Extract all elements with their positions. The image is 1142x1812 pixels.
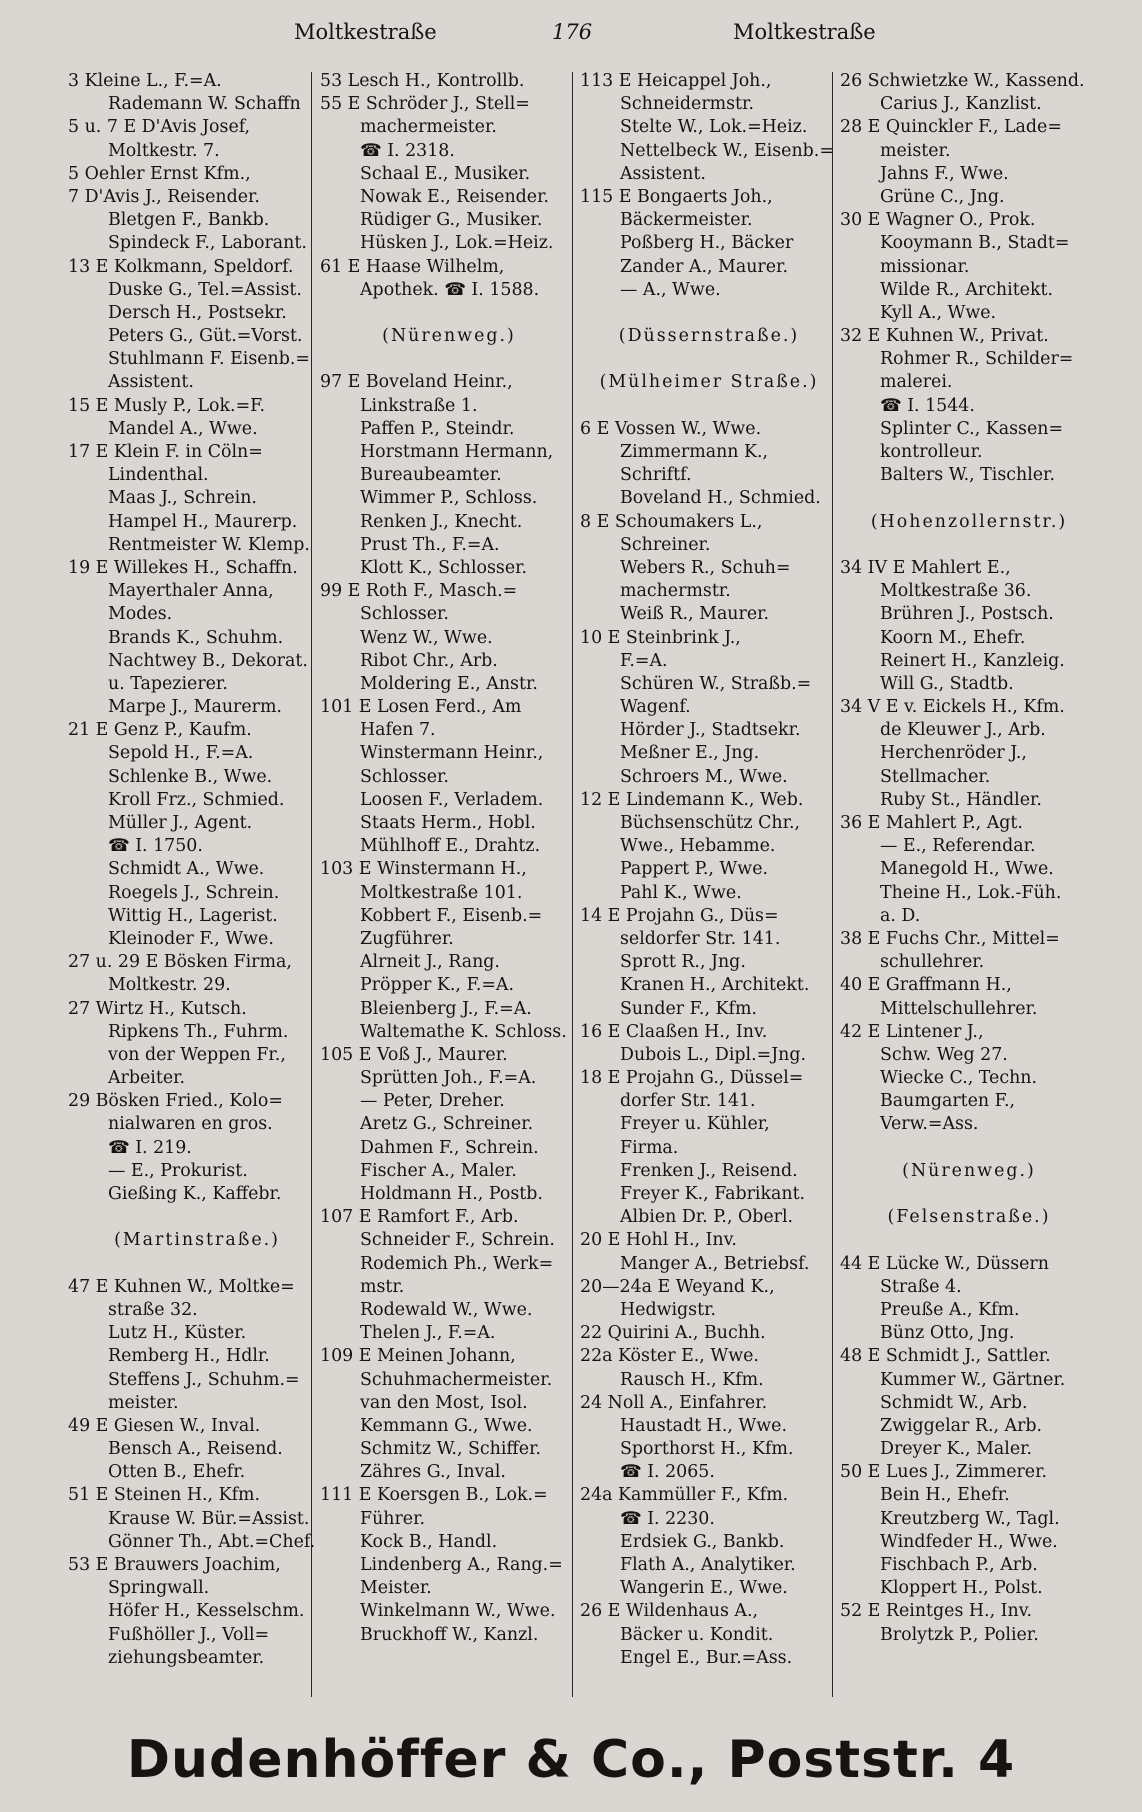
directory-entry: Rademann W. Schaffn bbox=[108, 94, 301, 115]
directory-entry: Schuhmachermeister. bbox=[360, 1369, 553, 1390]
directory-entry: Maas J., Schrein. bbox=[108, 488, 257, 509]
directory-entry: 55 E Schröder J., Stell= bbox=[320, 94, 530, 115]
directory-entry: Schroers M., Wwe. bbox=[620, 766, 788, 787]
directory-entry: Kummer W., Gärtner. bbox=[880, 1369, 1066, 1390]
directory-entry: missionar. bbox=[880, 256, 970, 277]
directory-entry: Schreiner. bbox=[620, 534, 711, 555]
directory-entry: Moltkestraße 36. bbox=[880, 581, 1032, 602]
directory-entry: Jahns F., Wwe. bbox=[880, 163, 1009, 184]
directory-entry: Schüren W., Straßb.= bbox=[620, 673, 812, 694]
directory-entry: 49 E Giesen W., Inval. bbox=[68, 1415, 261, 1436]
directory-entry: Rentmeister W. Klemp. bbox=[108, 534, 310, 555]
directory-entry: Arbeiter. bbox=[108, 1068, 186, 1089]
directory-entry: Sprott R., Jng. bbox=[620, 952, 746, 973]
directory-entry: 101 E Losen Ferd., Am bbox=[320, 697, 522, 718]
directory-entry: 99 E Roth F., Masch.= bbox=[320, 581, 518, 602]
directory-entry: 10 E Steinbrink J., bbox=[580, 627, 741, 648]
directory-entry: Schmidt A., Wwe. bbox=[108, 859, 265, 880]
directory-entry: Bruckhoff W., Kanzl. bbox=[360, 1624, 539, 1645]
directory-entry: Herchenröder J., bbox=[880, 743, 1027, 764]
directory-entry: Holdmann H., Postb. bbox=[360, 1184, 543, 1204]
directory-entry: straße 32. bbox=[108, 1299, 198, 1320]
directory-entry: Aretz G., Schreiner. bbox=[360, 1114, 534, 1135]
directory-entry: Baumgarten F., bbox=[880, 1091, 1016, 1112]
directory-entry: 16 E Claaßen H., Inv. bbox=[580, 1021, 768, 1042]
directory-entry: 48 E Schmidt J., Sattler. bbox=[840, 1346, 1051, 1367]
directory-entry: Wagenf. bbox=[620, 697, 691, 718]
directory-entry: Pröpper K., F.=A. bbox=[360, 975, 515, 996]
directory-entry: 61 E Haase Wilhelm, bbox=[320, 256, 505, 277]
directory-entry: Stelte W., Lok.=Heiz. bbox=[620, 117, 808, 138]
directory-entry: Albien Dr. P., Oberl. bbox=[620, 1207, 794, 1228]
directory-entry: Meßner E., Jng. bbox=[620, 743, 760, 764]
directory-entry: Reinert H., Kanzleig. bbox=[880, 650, 1065, 671]
directory-entry: Kreutzberg W., Tagl. bbox=[880, 1508, 1060, 1529]
directory-entry: Renken J., Knecht. bbox=[360, 511, 523, 532]
running-header-left: Moltkestraße bbox=[294, 20, 437, 44]
directory-entry: Firma. bbox=[620, 1137, 679, 1158]
directory-entry: 42 E Lintener J., bbox=[840, 1021, 984, 1042]
directory-entry: Schaal E., Musiker. bbox=[360, 163, 531, 184]
directory-entry: Steffens J., Schuhm.= bbox=[108, 1369, 300, 1390]
directory-entry: 26 E Wildenhaus A., bbox=[580, 1601, 759, 1622]
advertisement-banner: Dudenhöffer & Co., Poststr. 4 bbox=[126, 1730, 1016, 1790]
directory-entry: 15 E Musly P., Lok.=F. bbox=[68, 395, 266, 416]
directory-entry: Pahl K., Wwe. bbox=[620, 882, 742, 903]
directory-entry: Bletgen F., Bankb. bbox=[108, 210, 270, 231]
directory-entry: Müller J., Agent. bbox=[108, 813, 253, 833]
directory-entry: 20 E Hohl H., Inv. bbox=[580, 1230, 737, 1251]
directory-entry: — E., Referendar. bbox=[880, 836, 1036, 857]
directory-entry: 47 E Kuhnen W., Moltke= bbox=[68, 1276, 295, 1297]
directory-entry: — E., Prokurist. bbox=[108, 1160, 248, 1181]
directory-entry: Bäckermeister. bbox=[620, 210, 753, 231]
directory-entry: Prust Th., F.=A. bbox=[360, 534, 500, 555]
directory-entry: Spindeck F., Laborant. bbox=[108, 233, 307, 254]
directory-entry: Preuße A., Kfm. bbox=[880, 1299, 1020, 1320]
directory-entry: seldorfer Str. 141. bbox=[620, 928, 781, 949]
directory-entry: Rohmer R., Schilder= bbox=[880, 349, 1074, 370]
directory-entry: 115 E Bongaerts Joh., bbox=[580, 186, 773, 207]
directory-entry: Frenken J., Reisend. bbox=[620, 1160, 798, 1181]
directory-entry: 5 u. 7 E D'Avis Josef, bbox=[68, 117, 251, 138]
directory-entry: Koorn M., Ehefr. bbox=[880, 627, 1026, 648]
directory-entry: Theine H., Lok.-Füh. bbox=[880, 882, 1062, 903]
directory-entry: ☎ I. 1750. bbox=[108, 836, 203, 857]
directory-entry: Schneider F., Schrein. bbox=[360, 1230, 555, 1251]
directory-entry: Ribot Chr., Arb. bbox=[360, 650, 498, 671]
directory-entry: 19 E Willekes H., Schaffn. bbox=[68, 557, 298, 578]
directory-entry: 22a Köster E., Wwe. bbox=[580, 1346, 759, 1367]
directory-entry: Sporthorst H., Kfm. bbox=[620, 1439, 794, 1460]
directory-entry: Assistent. bbox=[108, 372, 194, 393]
directory-entry: Fußhöller J., Voll= bbox=[108, 1624, 270, 1645]
spacer bbox=[840, 534, 1098, 557]
directory-entry: Dahmen F., Schrein. bbox=[360, 1137, 539, 1158]
directory-entry: de Kleuwer J., Arb. bbox=[880, 720, 1046, 741]
directory-entry: Rüdiger G., Musiker. bbox=[360, 210, 543, 231]
directory-entry: Straße 4. bbox=[880, 1276, 962, 1297]
directory-entry: Balters W., Tischler. bbox=[880, 465, 1055, 486]
directory-entry: ziehungsbeamter. bbox=[108, 1647, 265, 1668]
directory-entry: Schlosser. bbox=[360, 766, 449, 787]
directory-entry: Rodewald W., Wwe. bbox=[360, 1299, 533, 1320]
directory-entry: Fischbach P., Arb. bbox=[880, 1555, 1038, 1575]
directory-entry: Dreyer K., Maler. bbox=[880, 1439, 1033, 1460]
directory-entry: 40 E Graffmann H., bbox=[840, 975, 1012, 996]
directory-entry: Fischer A., Maler. bbox=[360, 1160, 517, 1181]
directory-entry: Mittelschullehrer. bbox=[880, 998, 1038, 1019]
directory-entry: 20—24a E Weyand K., bbox=[580, 1276, 775, 1297]
directory-entry: 52 E Reintges H., Inv. bbox=[840, 1601, 1033, 1622]
directory-entry: 109 E Meinen Johann, bbox=[320, 1346, 516, 1367]
directory-entry: Zwiggelar R., Arb. bbox=[880, 1415, 1043, 1436]
street-heading: (Martinstraße.) bbox=[114, 1230, 280, 1251]
directory-entry: Dersch H., Postsekr. bbox=[108, 302, 287, 323]
column-1 bbox=[68, 70, 326, 1670]
directory-entry: schullehrer. bbox=[880, 952, 985, 973]
directory-entry: 8 E Schoumakers L., bbox=[580, 511, 763, 532]
directory-entry: Freyer K., Fabrikant. bbox=[620, 1184, 806, 1204]
directory-entry: Pappert P., Wwe. bbox=[620, 859, 769, 880]
spacer bbox=[840, 1137, 1098, 1160]
directory-entry: Bünz Otto, Jng. bbox=[880, 1323, 1015, 1344]
spacer bbox=[580, 302, 838, 325]
directory-entry: 27 Wirtz H., Kutsch. bbox=[68, 998, 247, 1019]
directory-entry: Modes. bbox=[108, 604, 173, 625]
directory-entry: 14 E Projahn G., Düs= bbox=[580, 905, 779, 926]
directory-entry: Webers R., Schuh= bbox=[620, 557, 791, 578]
directory-entry: Bleienberg J., F.=A. bbox=[360, 998, 532, 1019]
directory-entry: 24a Kammüller F., Kfm. bbox=[580, 1485, 789, 1506]
directory-entry: 32 E Kuhnen W., Privat. bbox=[840, 326, 1049, 347]
directory-entry: 53 Lesch H., Kontrollb. bbox=[320, 71, 525, 91]
directory-entry: Grüne C., Jng. bbox=[880, 186, 1005, 207]
directory-entry: Freyer u. Kühler, bbox=[620, 1114, 770, 1135]
directory-entry: Waltemathe K. Schloss. bbox=[360, 1021, 567, 1042]
directory-entry: 3 Kleine L., F.=A. bbox=[68, 71, 222, 91]
directory-entry: Zander A., Maurer. bbox=[620, 256, 788, 277]
directory-entry: Wangerin E., Wwe. bbox=[620, 1578, 788, 1599]
directory-entry: Engel E., Bur.=Ass. bbox=[620, 1647, 793, 1668]
directory-entry: Peters G., Güt.=Vorst. bbox=[108, 326, 303, 347]
directory-entry: Wwe., Hebamme. bbox=[620, 836, 776, 857]
directory-entry: Kock B., Handl. bbox=[360, 1531, 498, 1552]
directory-entry: Alrneit J., Rang. bbox=[360, 952, 500, 973]
directory-entry: Schlenke B., Wwe. bbox=[108, 766, 273, 787]
directory-entry: Remberg H., Hdlr. bbox=[108, 1346, 270, 1367]
directory-entry: van den Most, Isol. bbox=[360, 1392, 528, 1413]
directory-entry: 50 E Lues J., Zimmerer. bbox=[840, 1462, 1048, 1483]
directory-entry: 105 E Voß J., Maurer. bbox=[320, 1044, 508, 1065]
directory-entry: Schw. Weg 27. bbox=[880, 1044, 1008, 1065]
directory-entry: ☎ I. 219. bbox=[108, 1137, 192, 1158]
directory-entry: 97 E Boveland Heinr., bbox=[320, 372, 513, 393]
directory-entry: a. D. bbox=[880, 905, 921, 926]
spacer bbox=[840, 487, 1098, 510]
street-heading: (Mülheimer Straße.) bbox=[599, 372, 819, 393]
directory-entry: Linkstraße 1. bbox=[360, 395, 478, 416]
directory-entry: Hüsken J., Lok.=Heiz. bbox=[360, 233, 554, 254]
directory-entry: Zugführer. bbox=[360, 928, 454, 949]
directory-entry: Schlosser. bbox=[360, 604, 449, 625]
directory-entry: Zimmermann K., bbox=[620, 442, 769, 462]
directory-entry: 5 Oehler Ernst Kfm., bbox=[68, 163, 251, 184]
directory-entry: u. Tapezierer. bbox=[108, 673, 228, 694]
directory-entry: kontrolleur. bbox=[880, 442, 983, 462]
directory-entry: Stuhlmann F. Eisenb.= bbox=[108, 349, 310, 370]
directory-entry: Klott K., Schlosser. bbox=[360, 557, 528, 578]
directory-entry: Schneidermstr. bbox=[620, 94, 754, 115]
directory-entry: Poßberg H., Bäcker bbox=[620, 233, 794, 254]
directory-entry: Thelen J., F.=A. bbox=[360, 1323, 496, 1344]
directory-entry: Manger A., Betriebsf. bbox=[620, 1253, 810, 1274]
directory-entry: 29 Bösken Fried., Kolo= bbox=[68, 1091, 283, 1112]
directory-entry: Höfer H., Kesselschm. bbox=[108, 1601, 305, 1622]
directory-entry: Bureaubeamter. bbox=[360, 465, 502, 486]
directory-entry: 12 E Lindemann K., Web. bbox=[580, 789, 804, 810]
directory-entry: malerei. bbox=[880, 372, 953, 393]
directory-entry: Otten B., Ehefr. bbox=[108, 1462, 246, 1483]
directory-entry: nialwaren en gros. bbox=[108, 1114, 273, 1135]
directory-entry: Wilde R., Architekt. bbox=[880, 279, 1054, 300]
column-2 bbox=[320, 70, 578, 1647]
page-number: 176 bbox=[552, 20, 593, 44]
running-header-right: Moltkestraße bbox=[733, 20, 876, 44]
directory-entry: F.=A. bbox=[620, 650, 668, 671]
directory-entry: Paffen P., Steindr. bbox=[360, 418, 515, 439]
directory-entry: Mühlhoff E., Drahtz. bbox=[360, 836, 541, 857]
directory-entry: Stellmacher. bbox=[880, 766, 991, 787]
directory-entry: Springwall. bbox=[108, 1578, 210, 1599]
directory-entry: mstr. bbox=[360, 1276, 405, 1297]
directory-entry: Wimmer P., Schloss. bbox=[360, 488, 538, 509]
directory-entry: machermeister. bbox=[360, 117, 497, 138]
directory-entry: 18 E Projahn G., Düssel= bbox=[580, 1068, 804, 1089]
directory-entry: Gießing K., Kaffebr. bbox=[108, 1184, 282, 1204]
directory-entry: 111 E Koersgen B., Lok.= bbox=[320, 1485, 548, 1506]
directory-entry: Brühren J., Postsch. bbox=[880, 604, 1054, 625]
spacer bbox=[68, 1253, 326, 1276]
directory-entry: Schriftf. bbox=[620, 465, 692, 486]
directory-entry: Windfeder H., Wwe. bbox=[880, 1531, 1058, 1552]
directory-entry: Ripkens Th., Fuhrm. bbox=[108, 1021, 289, 1042]
directory-entry: Hafen 7. bbox=[360, 720, 436, 741]
street-heading: (Nürenweg.) bbox=[902, 1160, 1036, 1181]
directory-entry: Führer. bbox=[360, 1508, 426, 1529]
spacer bbox=[68, 1206, 326, 1229]
directory-entry: 26 Schwietzke W., Kassend. bbox=[840, 71, 1085, 91]
directory-entry: Apothek. ☎ I. 1588. bbox=[360, 279, 540, 300]
directory-entry: Kooymann B., Stadt= bbox=[880, 233, 1070, 254]
street-heading: (Nürenweg.) bbox=[382, 326, 516, 347]
directory-entry: Zähres G., Inval. bbox=[360, 1462, 506, 1483]
directory-entry: Dubois L., Dipl.=Jng. bbox=[620, 1044, 807, 1065]
directory-entry: 53 E Brauwers Joachim, bbox=[68, 1555, 281, 1575]
spacer bbox=[580, 395, 838, 418]
directory-entry: Rausch H., Kfm. bbox=[620, 1369, 764, 1390]
directory-entry: Roegels J., Schrein. bbox=[108, 882, 280, 903]
directory-entry: ☎ I. 2318. bbox=[360, 140, 455, 161]
directory-entry: Brolytzk P., Polier. bbox=[880, 1624, 1039, 1645]
directory-entry: 22 Quirini A., Buchh. bbox=[580, 1323, 766, 1344]
directory-entry: Moldering E., Anstr. bbox=[360, 673, 538, 694]
directory-entry: 28 E Quinckler F., Lade= bbox=[840, 117, 1062, 138]
directory-entry: Nettelbeck W., Eisenb.= bbox=[620, 140, 834, 161]
directory-entry: Krause W. Bür.=Assist. bbox=[108, 1508, 310, 1529]
directory-entry: machermstr. bbox=[620, 581, 731, 602]
directory-entry: dorfer Str. 141. bbox=[620, 1091, 756, 1112]
directory-entry: Erdsiek G., Bankb. bbox=[620, 1531, 785, 1552]
directory-entry: Assistent. bbox=[620, 163, 706, 184]
directory-entry: — A., Wwe. bbox=[620, 279, 721, 300]
directory-entry: 17 E Klein F. in Cöln= bbox=[68, 442, 263, 462]
directory-entry: 103 E Winstermann H., bbox=[320, 859, 527, 880]
directory-entry: Kroll Frz., Schmied. bbox=[108, 789, 285, 810]
directory-entry: 34 IV E Mahlert E., bbox=[840, 557, 1011, 578]
directory-entry: Nachtwey B., Dekorat. bbox=[108, 650, 308, 671]
directory-entry: Moltkestr. 29. bbox=[108, 975, 231, 996]
directory-entry: Kranen H., Architekt. bbox=[620, 975, 810, 996]
directory-entry: Büchsenschütz Chr., bbox=[620, 813, 801, 833]
directory-entry: Lutz H., Küster. bbox=[108, 1323, 247, 1344]
directory-entry: ☎ I. 2065. bbox=[620, 1462, 715, 1483]
spacer bbox=[320, 348, 578, 371]
directory-entry: Wiecke C., Techn. bbox=[880, 1068, 1037, 1089]
directory-entry: 44 E Lücke W., Düssern bbox=[840, 1253, 1049, 1274]
directory-entry: Moltkestraße 101. bbox=[360, 882, 523, 903]
street-heading: (Felsenstraße.) bbox=[887, 1207, 1051, 1228]
directory-entry: Wenz W., Wwe. bbox=[360, 627, 493, 648]
street-heading: (Düssernstraße.) bbox=[618, 326, 800, 347]
directory-entry: Weiß R., Maurer. bbox=[620, 604, 770, 625]
directory-entry: 21 E Genz P., Kaufm. bbox=[68, 720, 252, 741]
directory-entry: Bein H., Ehefr. bbox=[880, 1485, 1010, 1506]
directory-entry: Hörder J., Stadtsekr. bbox=[620, 720, 801, 741]
directory-entry: Kobbert F., Eisenb.= bbox=[360, 905, 543, 926]
directory-entry: Gönner Th., Abt.=Chef. bbox=[108, 1531, 316, 1552]
directory-entry: 34 V E v. Eickels H., Kfm. bbox=[840, 697, 1065, 718]
directory-entry: Ruby St., Händler. bbox=[880, 789, 1042, 810]
directory-entry: Nowak E., Reisender. bbox=[360, 186, 550, 207]
directory-entry: Kloppert H., Polst. bbox=[880, 1578, 1043, 1599]
directory-entry: 7 D'Avis J., Reisender. bbox=[68, 186, 260, 207]
directory-entry: Carius J., Kanzlist. bbox=[880, 94, 1042, 115]
directory-entry: Schmitz W., Schiffer. bbox=[360, 1439, 541, 1460]
directory-entry: — Peter, Dreher. bbox=[360, 1091, 505, 1112]
column-4 bbox=[840, 70, 1098, 1647]
directory-entry: Brands K., Schuhm. bbox=[108, 627, 284, 648]
directory-entry: Bensch A., Reisend. bbox=[108, 1439, 283, 1460]
directory-entry: Loosen F., Verladem. bbox=[360, 789, 544, 810]
directory-entry: Sepold H., F.=A. bbox=[108, 743, 254, 764]
directory-entry: Winstermann Heinr., bbox=[360, 743, 544, 764]
directory-entry: Manegold H., Wwe. bbox=[880, 859, 1054, 880]
directory-entry: Meister. bbox=[360, 1578, 432, 1599]
directory-entry: Mayerthaler Anna, bbox=[108, 581, 274, 602]
directory-entry: Marpe J., Maurerm. bbox=[108, 697, 282, 718]
directory-entry: Bäcker u. Kondit. bbox=[620, 1624, 774, 1645]
directory-entry: Splinter C., Kassen= bbox=[880, 418, 1064, 439]
directory-entry: Lindenthal. bbox=[108, 465, 209, 486]
directory-entry: 113 E Heicappel Joh., bbox=[580, 71, 772, 91]
directory-entry: Flath A., Analytiker. bbox=[620, 1555, 796, 1575]
directory-entry: Winkelmann W., Wwe. bbox=[360, 1601, 556, 1622]
directory-entry: 6 E Vossen W., Wwe. bbox=[580, 418, 762, 439]
directory-entry: 27 u. 29 E Bösken Firma, bbox=[68, 952, 292, 973]
directory-entry: Lindenberg A., Rang.= bbox=[360, 1555, 563, 1575]
directory-entry: Wittig H., Lagerist. bbox=[108, 905, 278, 926]
directory-entry: Kleinoder F., Wwe. bbox=[108, 928, 274, 949]
directory-entry: Staats Herm., Hobl. bbox=[360, 813, 536, 833]
directory-entry: 24 Noll A., Einfahrer. bbox=[580, 1392, 768, 1413]
spacer bbox=[320, 302, 578, 325]
directory-entry: Hampel H., Maurerp. bbox=[108, 511, 298, 532]
directory-entry: Verw.=Ass. bbox=[880, 1114, 979, 1135]
directory-entry: 30 E Wagner O., Prok. bbox=[840, 210, 1036, 231]
spacer bbox=[840, 1229, 1098, 1252]
directory-entry: 51 E Steinen H., Kfm. bbox=[68, 1485, 261, 1506]
directory-entry: Rodemich Ph., Werk= bbox=[360, 1253, 554, 1274]
column-3 bbox=[580, 70, 838, 1670]
directory-entry: 13 E Kolkmann, Speldorf. bbox=[68, 256, 294, 277]
directory-entry: Sprütten Joh., F.=A. bbox=[360, 1068, 537, 1089]
spacer bbox=[840, 1183, 1098, 1206]
directory-entry: 38 E Fuchs Chr., Mittel= bbox=[840, 928, 1060, 949]
directory-entry: Mandel A., Wwe. bbox=[108, 418, 258, 439]
directory-entry: Will G., Stadtb. bbox=[880, 673, 1014, 694]
directory-entry: Duske G., Tel.=Assist. bbox=[108, 279, 302, 300]
directory-entry: meister. bbox=[108, 1392, 179, 1413]
directory-entry: Horstmann Hermann, bbox=[360, 442, 554, 462]
directory-entry: von der Weppen Fr., bbox=[108, 1044, 286, 1065]
directory-entry: Hedwigstr. bbox=[620, 1299, 717, 1320]
directory-entry: Kemmann G., Wwe. bbox=[360, 1415, 533, 1436]
street-heading: (Hohenzollernstr.) bbox=[870, 511, 1068, 532]
directory-entry: Kyll A., Wwe. bbox=[880, 302, 997, 323]
directory-entry: Schmidt W., Arb. bbox=[880, 1392, 1028, 1413]
directory-entry: meister. bbox=[880, 140, 951, 161]
spacer bbox=[580, 348, 838, 371]
directory-entry: 36 E Mahlert P., Agt. bbox=[840, 813, 1023, 833]
directory-entry: ☎ I. 2230. bbox=[620, 1508, 715, 1529]
directory-entry: Boveland H., Schmied. bbox=[620, 488, 821, 509]
directory-entry: 107 E Ramfort F., Arb. bbox=[320, 1207, 519, 1228]
directory-entry: ☎ I. 1544. bbox=[880, 395, 975, 416]
directory-entry: Moltkestr. 7. bbox=[108, 140, 220, 161]
directory-entry: Haustadt H., Wwe. bbox=[620, 1415, 787, 1436]
directory-entry: Sunder F., Kfm. bbox=[620, 998, 757, 1019]
